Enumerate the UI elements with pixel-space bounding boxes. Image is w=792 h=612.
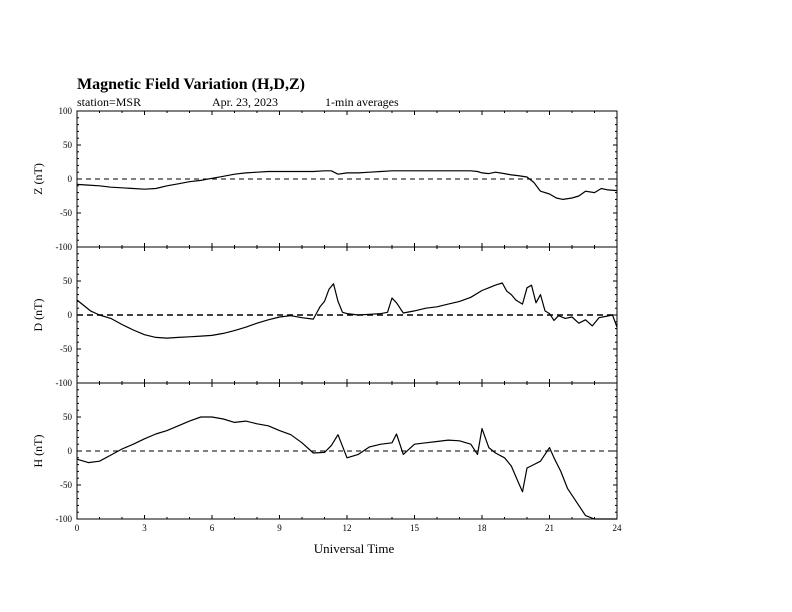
y-axis-label-z: Z (nT) — [31, 163, 45, 195]
y-tick-label: -100 — [55, 514, 72, 524]
x-tick-label: 6 — [209, 523, 215, 533]
series-line-h — [77, 417, 617, 519]
date-label: Apr. 23, 2023 — [212, 95, 278, 109]
y-tick-label: 50 — [63, 276, 72, 286]
y-tick-label: 50 — [63, 412, 72, 422]
y-tick-label: -100 — [55, 378, 72, 388]
y-tick-label: 0 — [67, 446, 72, 456]
y-tick-label: -50 — [60, 344, 72, 354]
x-tick-label: 15 — [410, 523, 419, 533]
y-tick-label: 50 — [63, 140, 72, 150]
chart-title: Magnetic Field Variation (H,D,Z) — [77, 76, 305, 93]
y-tick-label: -100 — [55, 242, 72, 252]
x-tick-label: 21 — [545, 523, 554, 533]
y-tick-label: 100 — [58, 106, 72, 116]
x-axis-label: Universal Time — [313, 541, 395, 556]
station-label: station=MSR — [77, 95, 142, 109]
x-tick-label: 12 — [342, 523, 352, 533]
x-tick-label: 18 — [477, 523, 487, 533]
x-tick-label: 3 — [142, 523, 147, 533]
y-tick-label: 0 — [67, 310, 72, 320]
y-tick-label: 0 — [67, 174, 72, 184]
y-axis-label-d: D (nT) — [31, 298, 45, 332]
y-tick-label: -50 — [60, 480, 72, 490]
x-tick-label: 0 — [74, 523, 80, 533]
series-line-z — [77, 171, 617, 200]
series-line-d — [77, 283, 617, 338]
x-tick-label: 9 — [277, 523, 282, 533]
y-axis-label-h: H (nT) — [31, 434, 45, 468]
averages-label: 1-min averages — [325, 95, 399, 109]
y-tick-label: -50 — [60, 208, 72, 218]
x-tick-label: 24 — [612, 523, 622, 533]
